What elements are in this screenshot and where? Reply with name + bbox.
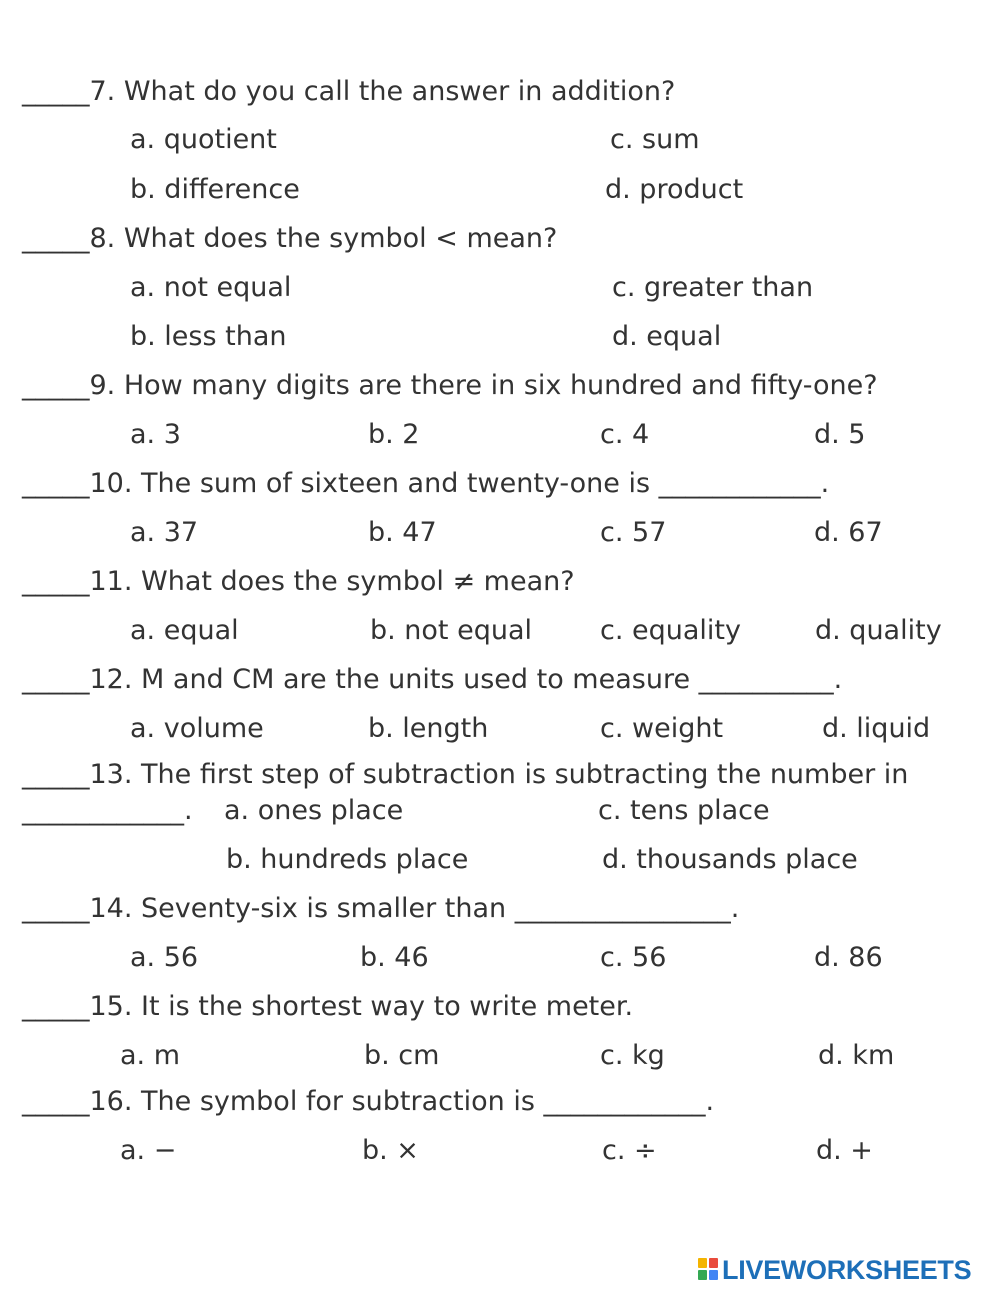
question-12-choice-a: a. volume xyxy=(130,713,264,744)
question-12-choice-d: d. liquid xyxy=(822,713,931,744)
question-8-choice-c: c. greater than xyxy=(612,272,814,303)
question-16-choice-b: b. × xyxy=(362,1135,419,1166)
question-16-choice-c: c. ÷ xyxy=(602,1135,657,1166)
liveworksheets-logo[interactable] xyxy=(698,1256,971,1284)
question-9-choice-d: d. 5 xyxy=(814,419,866,450)
question-13-choice-d: d. thousands place xyxy=(602,844,858,875)
question-15-choice-c: c. kg xyxy=(600,1040,665,1071)
logo-blocks-icon xyxy=(698,1258,720,1282)
question-9-prompt: _____9. How many digits are there in six hundred and fifty-one? xyxy=(22,370,878,401)
question-13-choice-c: c. tens place xyxy=(598,795,770,826)
question-10-choice-d: d. 67 xyxy=(814,517,883,548)
question-15-choice-a: a. m xyxy=(120,1040,181,1071)
question-15-choice-d: d. km xyxy=(818,1040,895,1071)
question-8-choice-b: b. less than xyxy=(130,321,287,352)
question-12-choice-b: b. length xyxy=(368,713,489,744)
question-14-choice-c: c. 56 xyxy=(600,942,667,973)
question-7-choice-d: d. product xyxy=(605,174,744,205)
question-9-choice-c: c. 4 xyxy=(600,419,650,450)
question-13-choice-a: a. ones place xyxy=(224,795,404,826)
question-8-choice-d: d. equal xyxy=(612,321,722,352)
question-11-choice-a: a. equal xyxy=(130,615,239,646)
question-7-choice-a: a. quotient xyxy=(130,124,277,155)
question-14-prompt: _____14. Seventy-six is smaller than ________________. xyxy=(22,893,740,924)
question-7-prompt: _____7. What do you call the answer in addition? xyxy=(22,76,676,107)
question-10-prompt: _____10. The sum of sixteen and twenty-one is ____________. xyxy=(22,468,830,499)
question-13-prompt: _____13. The first step of subtraction is subtracting the number in xyxy=(22,759,909,790)
question-13-blank: ____________. xyxy=(22,795,193,826)
question-10-choice-b: b. 47 xyxy=(368,517,437,548)
question-14-choice-d: d. 86 xyxy=(814,942,883,973)
question-11-choice-c: c. equality xyxy=(600,615,741,646)
question-8-prompt: _____8. What does the symbol < mean? xyxy=(22,223,558,254)
question-8-choice-a: a. not equal xyxy=(130,272,292,303)
question-16-choice-a: a. − xyxy=(120,1135,177,1166)
question-12-prompt: _____12. M and CM are the units used to measure __________. xyxy=(22,664,843,695)
question-14-choice-b: b. 46 xyxy=(360,942,429,973)
question-12-choice-c: c. weight xyxy=(600,713,724,744)
question-16-prompt: _____16. The symbol for subtraction is ____________. xyxy=(22,1086,715,1117)
question-10-choice-c: c. 57 xyxy=(600,517,667,548)
question-15-choice-b: b. cm xyxy=(364,1040,440,1071)
question-9-choice-b: b. 2 xyxy=(368,419,420,450)
question-11-choice-b: b. not equal xyxy=(370,615,533,646)
question-11-choice-d: d. quality xyxy=(815,615,942,646)
question-14-choice-a: a. 56 xyxy=(130,942,199,973)
question-16-choice-d: d. + xyxy=(816,1135,873,1166)
brand-name: LIVEWORKSHEETS xyxy=(722,1254,972,1285)
question-7-choice-c: c. sum xyxy=(610,124,700,155)
question-7-choice-b: b. difference xyxy=(130,174,300,205)
question-9-choice-a: a. 3 xyxy=(130,419,181,450)
question-11-prompt: _____11. What does the symbol ≠ mean? xyxy=(22,566,575,597)
question-13-choice-b: b. hundreds place xyxy=(226,844,469,875)
question-10-choice-a: a. 37 xyxy=(130,517,199,548)
question-15-prompt: _____15. It is the shortest way to write meter. xyxy=(22,991,634,1022)
